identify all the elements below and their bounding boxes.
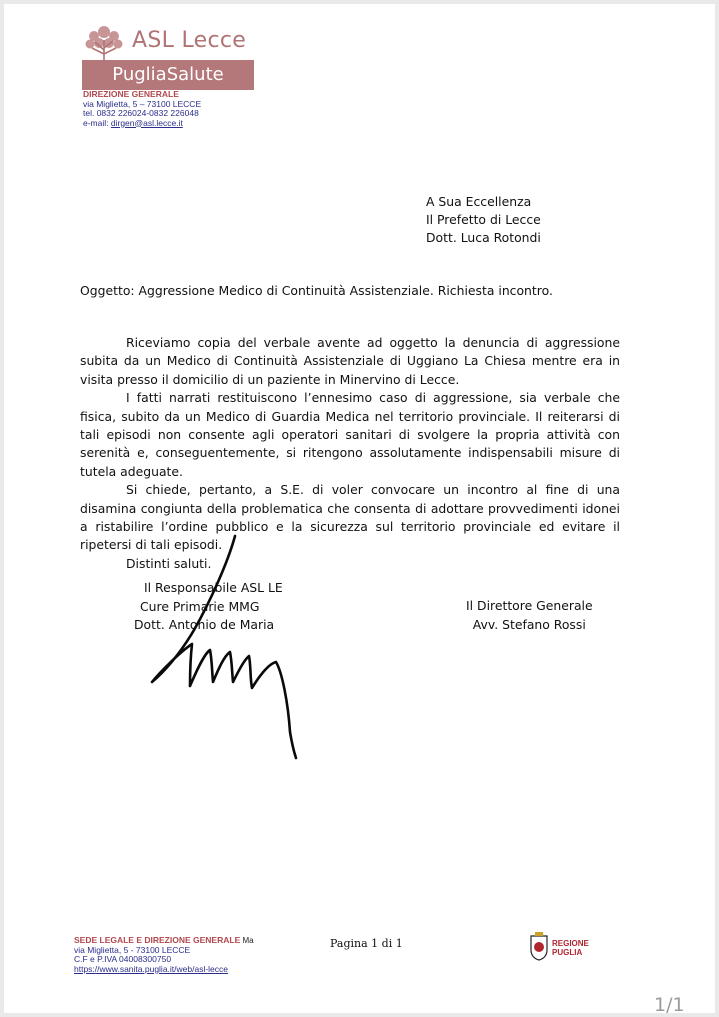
footer-legal (74, 936, 254, 974)
recipient-line: A Sua Eccellenza (426, 194, 532, 209)
regione-line: REGIONE (552, 939, 589, 948)
header-email-line (83, 119, 201, 129)
signatory-role: Cure Primarie MMG (140, 598, 260, 614)
footer-vat: C.F e P.IVA 04008300750 (74, 954, 172, 964)
recipient-block (426, 193, 541, 247)
closing-salutation: Distinti saluti. (126, 555, 212, 571)
recipient-line: Dott. Luca Rotondi (426, 230, 541, 245)
header-address: via Miglietta, 5 – 73100 LECCE (83, 98, 202, 109)
signatory-role: Il Responsabile ASL LE (144, 580, 283, 595)
tree-logo-icon (82, 22, 126, 62)
logo-title: ASL Lecce (132, 28, 247, 53)
footer-title: SEDE LEGALE E DIREZIONE GENERALE (74, 935, 241, 945)
signatory-role: Il Direttore Generale (466, 598, 593, 613)
handwritten-signature (150, 532, 310, 762)
body-paragraph: Riceviamo copia del verbale avente ad oggetto la denuncia di aggressione subita da un Medico di Continuità Assistenziale di Uggiano La Chiesa mentre era in visita presso il domicilio di un paziente in Minervino di Lecce. (80, 335, 620, 387)
regione-line: PUGLIA (552, 947, 583, 957)
footer-title-suffix: Ma (240, 936, 254, 945)
page-number: Pagina 1 di 1 (330, 937, 403, 950)
signatory-name: Dott. Antonio de Maria (134, 617, 275, 632)
regione-puglia-label (552, 940, 589, 957)
recipient-line: Il Prefetto di Lecce (426, 212, 541, 227)
signatory-right (466, 597, 593, 634)
header-dept: DIREZIONE GENERALE (83, 89, 179, 99)
header-contacts (83, 90, 201, 128)
footer-address: via Miglietta, 5 - 73100 LECCE (74, 944, 191, 955)
viewer-page-count: 1/1 (654, 994, 685, 1016)
header-email-label: e-mail: (83, 117, 111, 128)
header-tel: tel. 0832 226024-0832 226048 (83, 108, 199, 118)
logo-banner: PugliaSalute (82, 60, 254, 90)
footer-url-link[interactable]: https://www.sanita.puglia.it/web/asl-lecce (74, 963, 229, 974)
signatory-name: Avv. Stefano Rossi (472, 616, 586, 632)
body-paragraph: I fatti narrati restituiscono l’ennesimo caso di aggressione, sia verbale che fisica, subito da un Medico di Guardia Medica nel territorio provinciale. Il reiterarsi di tali episodi non consente agli operatori sanitari di svolgere la propria attività con serenità e, conseguentemente, si ritengono assolutamente indispensabili misure di tutela adeguate. (80, 390, 620, 479)
subject-line: Oggetto: Aggressione Medico di Continuità Assistenziale. Richiesta incontro. (80, 283, 553, 298)
body-paragraph: Si chiede, pertanto, a S.E. di voler convocare un incontro al fine di una disamina congiunta della problematica che consenta di adottare provvedimenti idonei a ristabilire l’ordine pubblico e la sicurezza sul territorio provinciale ed evitare il ripetersi di tali episodi. (80, 482, 620, 553)
header-email-link[interactable]: dirgen@asl.lecce.it (110, 117, 183, 128)
